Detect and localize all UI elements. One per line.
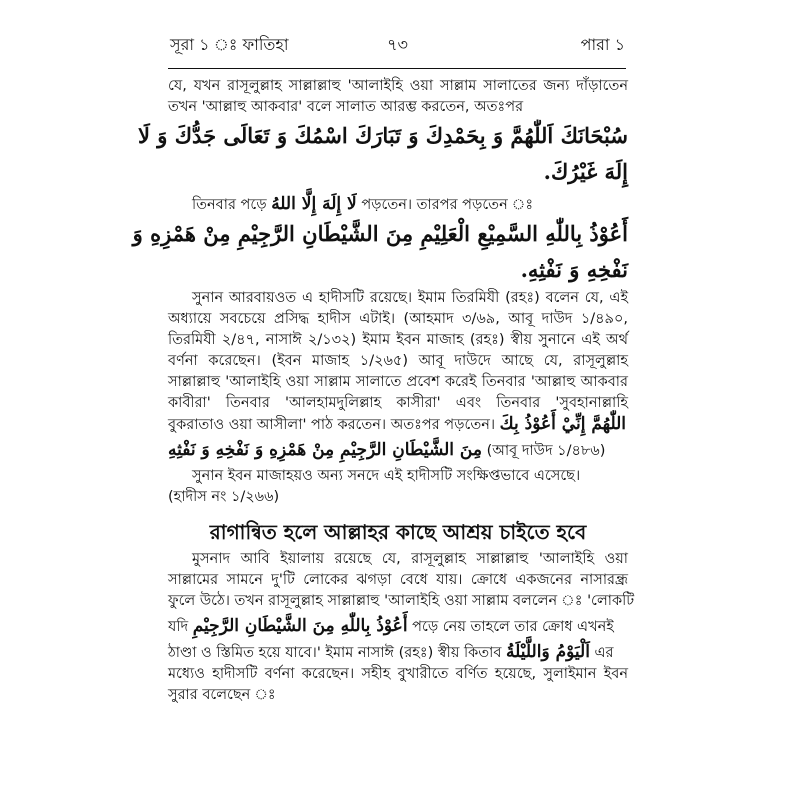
paragraph-line: সুরার বলেছেন ঃ — [168, 687, 276, 703]
paragraph-line — [168, 440, 628, 462]
paragraph-line: সাল্লাল্লাহু 'আলাইহি ওয়া সাল্লাম সালাতে প্রবেশ করেই তিনবার 'আল্লাহু আকবার — [168, 374, 628, 390]
arabic-inline: أَعُوْذُ بِاللّٰهِ مِنَ الشَّيْطَانِ الرَّجِيْمِ — [192, 616, 408, 636]
paragraph-line: তখন 'আল্লাহু আকবার' বলে সালাত আরম্ভ করতেন, অতঃপর — [168, 99, 524, 115]
arabic-inline: اَلْيَوْمُ وَاللَّيْلَةُ — [506, 642, 590, 662]
header-rule — [168, 68, 626, 69]
arabic-inline: لَا إِلَهَ إِلَّا اللهُ — [271, 194, 357, 214]
arabic-dua-line: أَعُوْذُ بِاللّٰهِ السَّمِيْعِ الْعَلِيْمِ مِنَ الشَّيْطَانِ الرَّجِيْمِ مِنْ هَمْزِهِ وَ — [132, 221, 628, 246]
page-number: ৭৩ — [387, 35, 408, 54]
paragraph-line: বর্ণনা করেছেন। (ইবন মাজাহ ১/২৬৫) আবূ দাউদে আছে যে, রাসূলুল্লাহ — [168, 353, 628, 369]
para-label: পারা ১ — [580, 35, 625, 54]
paragraph-line: সুনান আরবায়ওত এ হাদীসটি রয়েছে। ইমাম তিরমিযী (রহঃ) বলেন যে, এই — [192, 290, 628, 306]
paragraph-line: অধ্যায়ে সবচেয়ে প্রসিদ্ধ হাদীস এটাই। (আহমাদ ৩/৬৯, আবূ দাউদ ১/৪৯০, — [168, 311, 628, 327]
paragraph-line: তিরমিযী ২/৪৭, নাসাঈ ২/১৩২) ইমাম ইবন মাজাহ (রহঃ) স্বীয় সুনানে এই অর্থ — [168, 332, 628, 348]
arabic-dua-line: سُبْحَانَكَ اَللّٰهُمَّ وَ بِحَمْدِكَ وَ تَبَارَكَ اسْمُكَ وَ تَعَالَى جَدُّكَ وَ لَا — [138, 123, 628, 148]
paragraph-line: সাল্লামের সামনে দু'টি লোকের ঝগড়া বেধে যায়। ক্রোধে একজনের নাসারন্ধ্র — [168, 572, 628, 588]
paragraph-line: সুনান ইবন মাজাহয়ও অন্য সনদে এই হাদীসটি সংক্ষিপ্তভাবে এসেছে। — [192, 468, 581, 484]
paragraph-line — [168, 642, 628, 664]
paragraph-line: ফুলে উঠে। তখন রাসূলুল্লাহ সাল্লাল্লাহু 'আলাইহি ওয়া সাল্লাম বললেন ঃ 'লোকটি — [168, 593, 635, 609]
paragraph-line: মুসনাদ আবি ইয়ালায় রয়েছে যে, রাসূলুল্লাহ সাল্লাল্লাহু 'আলাইহি ওয়া — [192, 551, 628, 567]
text-segment: বুকরাতাও ওয়া আসীলা' পাঠ করতেন। অতঃপর পড়তেন। — [168, 417, 496, 433]
text-segment: পড়ে নেয় তাহলে তার ক্রোধ এখনই — [412, 619, 614, 635]
paragraph-line: কাবীরা' তিনবার 'আলহামদুলিল্লাহ কাসীরা' এবং তিনবার 'সুবহানাল্লাহি — [168, 395, 628, 411]
page-header — [170, 32, 625, 56]
text-segment: যদি — [168, 619, 189, 635]
paragraph-line — [168, 194, 628, 216]
arabic-inline: مِنَ الشَّيْطَانِ الرَّجِيْمِ مِنْ هَمْزِهِ وَ نَفْخِهِ وَ نَفْثِهِ — [168, 440, 482, 460]
paragraph-line — [168, 414, 628, 436]
surah-label: সূরা ১ ঃ ফাতিহা — [170, 35, 289, 54]
text-segment: (আবূ দাউদ ১/৪৮৬) — [486, 443, 606, 459]
paragraph-line: যে, যখন রাসূলুল্লাহ সাল্লাল্লাহু 'আলাইহি ওয়া সাল্লাম সালাতের জন্য দাঁড়াতেন — [168, 78, 628, 94]
arabic-inline: اللّٰهُمَّ إِنِّيْ أَعُوْذُ بِكَ — [499, 414, 627, 434]
page-body — [132, 76, 635, 706]
arabic-dua-line: إِلَهَ غَيْرُكَ. — [543, 159, 628, 184]
paragraph-line: মধ্যেও হাদীসটি বর্ণনা করেছেন। সহীহ বুখারীতে বর্ণিত হয়েছে, সুলাইমান ইবন — [168, 666, 628, 682]
text-segment: ঠাণ্ডা ও স্তিমিত হয়ে যাবে।' ইমাম নাসাঈ (রহঃ) স্বীয় কিতাব — [168, 645, 502, 661]
text-segment: এর — [594, 645, 614, 661]
paragraph-line: (হাদীস নং ১/২৬৬) — [168, 489, 280, 505]
text-segment: তিনবার পড়ে — [192, 197, 267, 213]
paragraph-line — [168, 616, 628, 638]
section-heading: রাগান্বিত হলে আল্লাহর কাছে আশ্রয় চাইতে হবে — [209, 520, 587, 544]
text-segment: পড়তেন। তারপর পড়তেন ঃ — [361, 197, 534, 213]
arabic-dua-line: نَفْخِهِ وَ نَفْثِهِ. — [520, 257, 628, 282]
